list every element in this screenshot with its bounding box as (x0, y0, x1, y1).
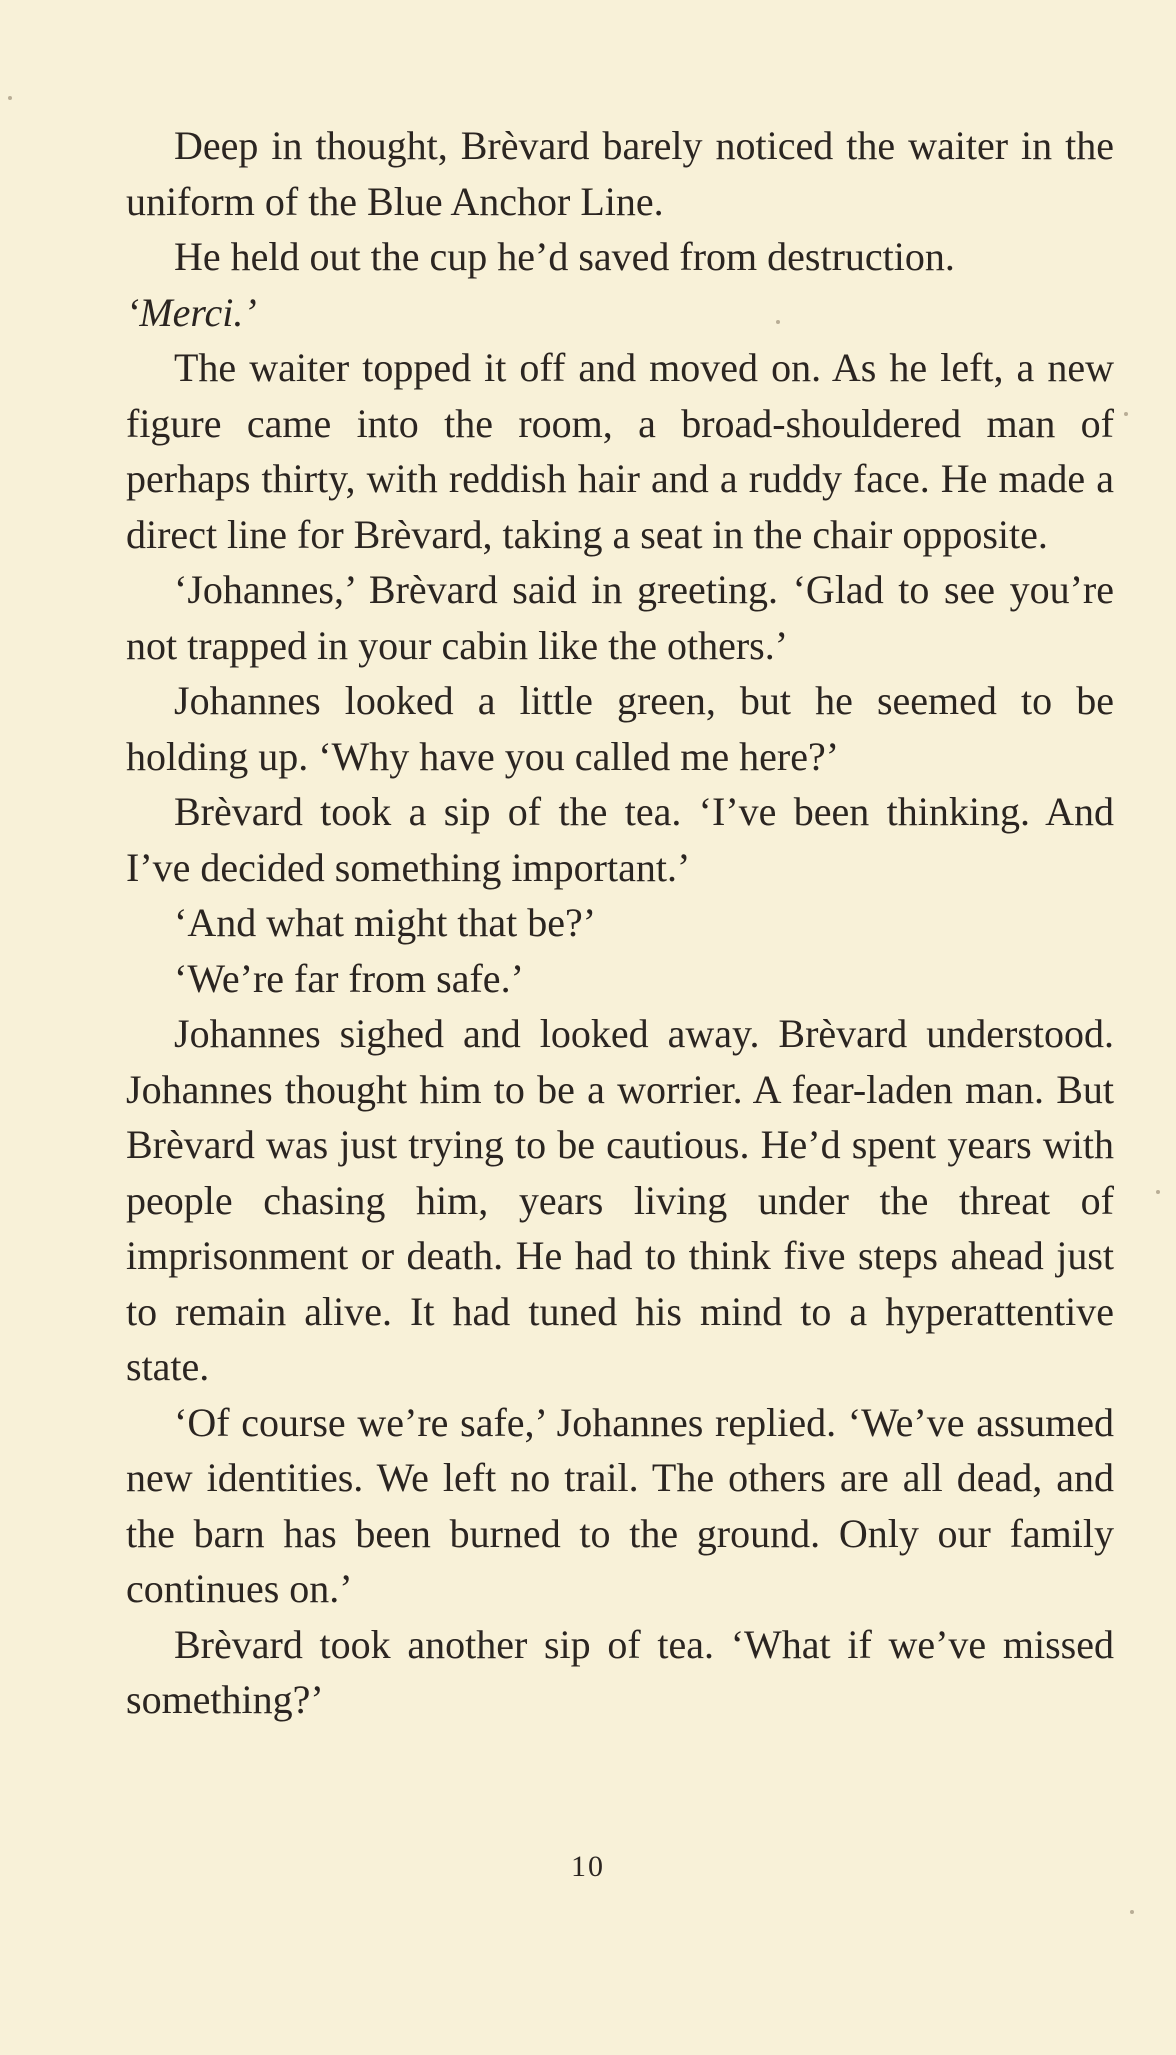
paragraph-5: ‘Johannes,’ Brèvard said in greeting. ‘Glad to see you’re not trapped in your cabin like the others.’ (126, 567, 1114, 668)
paper-speck (776, 320, 780, 324)
page-number: 10 (571, 1850, 605, 1883)
paragraph-2: He held out the cup he’d saved from destruction. (174, 234, 955, 279)
paragraph-7: Brèvard took a sip of the tea. ‘I’ve been thinking. And I’ve decided something important.’ (126, 789, 1114, 890)
paragraph-8: ‘And what might that be?’ (174, 900, 597, 945)
paper-speck (1124, 412, 1128, 416)
paragraph-12: Brèvard took another sip of tea. ‘What if we’ve missed something?’ (126, 1621, 1114, 1722)
paragraph-4: The waiter topped it off and moved on. As he left, a new figure came into the room, a broad-shouldered man of perhaps thirty, with reddish hair and a ruddy face. He made a direct line for Brèvard, taking a seat in the chair opposite. (126, 345, 1114, 557)
paragraph-6: Johannes looked a little green, but he seemed to be holding up. ‘Why have you called me here?’ (126, 678, 1114, 779)
paper-speck (8, 96, 12, 100)
paragraph-1: Deep in thought, Brèvard barely noticed the waiter in the uniform of the Blue Anchor Line. (126, 123, 1114, 224)
paragraph-9: ‘We’re far from safe.’ (174, 955, 524, 1001)
paragraph-3: ‘Merci.’ (126, 289, 257, 335)
paper-speck (1156, 1190, 1160, 1194)
body-text (126, 118, 1114, 1728)
paragraph-11: ‘Of course we’re safe,’ Johannes replied. ‘We’ve assumed new identities. We left no trail. The others are all dead, and the barn has been burned to the ground. Only our family continues on.’ (126, 1399, 1114, 1611)
paper-speck (1130, 1910, 1134, 1914)
paragraph-10: Johannes sighed and looked away. Brèvard understood. Johannes thought him to be a worrier. A fear-laden man. But Brèvard was just trying to be cautious. He’d spent years with people chasing him, years living under the threat of imprisonment or death. He had to think five steps ahead just to remain alive. It had tuned his mind to a hyperattentive state. (126, 1011, 1114, 1389)
